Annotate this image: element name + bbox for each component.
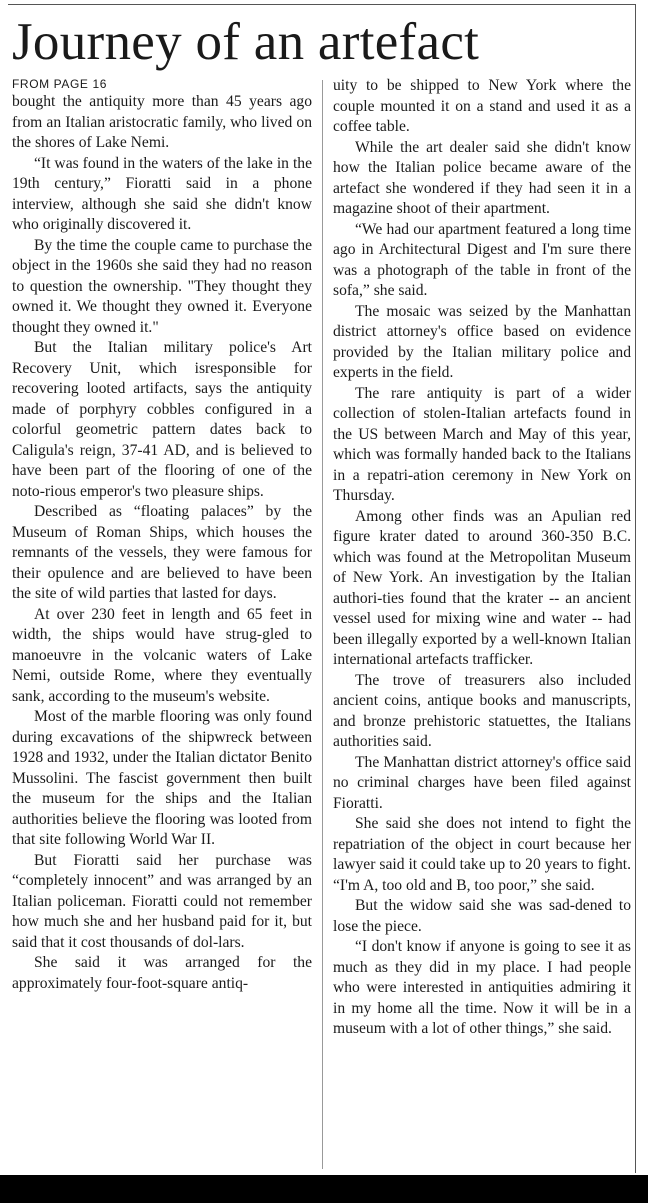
paragraph: But the Italian military police's Art Recovery Unit, which isresponsible for recovering looted artifacts, says the antiquity made of porphyry cobbles configured in a colorful geometric pattern dates back to Caligula's reign, 37-41 AD, and is believed to have been part of the flooring of one of the noto-rious emperor's two pleasure ships.	[12, 339, 312, 500]
paragraph: The trove of treasurers also included ancient coins, antique books and manuscripts, and bronze prehistoric statuettes, the Italians authorities said.	[333, 671, 631, 750]
paragraph: She said it was arranged for the approximately four-foot-square antiq-	[12, 954, 312, 992]
paragraph: While the art dealer said she didn't know how the Italian police became aware of the artefact she wondered if they had seen it in a magazine shoot of their apartment.	[333, 138, 631, 217]
paragraph: bought the antiquity more than 45 years ago from an Italian aristocratic family, who lived on the shores of Lake Nemi.	[12, 93, 312, 151]
headline: Journey of an artefact	[12, 13, 480, 71]
paragraph: “We had our apartment featured a long time ago in Architectural Digest and I'm sure there was a photograph of the table in front of the sofa,” she said.	[333, 220, 631, 299]
paragraph: The mosaic was seized by the Manhattan district attorney's office based on evidence provided by the Italian military police and experts in the field.	[333, 302, 631, 381]
paragraph: She said she does not intend to fight the repatriation of the object in court because her lawyer said it could take up to 20 years to fight. “I'm A, too old and B, too poor,” she said.	[333, 815, 631, 894]
paragraph: The Manhattan district attorney's office said no criminal charges have been filed against Fioratti.	[333, 753, 631, 812]
article-column-2	[333, 76, 631, 1173]
paragraph: But the widow said she was sad-dened to lose the piece.	[333, 897, 631, 935]
article-column-1	[12, 76, 312, 1173]
paragraph: By the time the couple came to purchase the object in the 1960s she said they had no reason to question the ownership. "They thought they owned it. We thought they owned it. Everyone thought they owned it."	[12, 236, 312, 336]
paragraph: “I don't know if anyone is going to see it as much as they did in my place. I had people who were interested in antiquities admiring it in my home all the time. Now it will be in a museum with a lot of other things,” she said.	[333, 938, 631, 1037]
top-rule	[8, 4, 636, 5]
paragraph: Described as “floating palaces” by the Museum of Roman Ships, which houses the remnants of the vessels, they were famous for their opulence and are believed to have been the site of wild parties that lasted for days.	[12, 503, 312, 602]
continued-from-label: FROM PAGE 16	[12, 77, 107, 91]
paragraph: At over 230 feet in length and 65 feet in width, the ships would have strug-gled to manoeuvre in the volcanic waters of Lake Nemi, outside Rome, where they eventually sank, according to the museum's website.	[12, 605, 312, 705]
paragraph: But Fioratti said her purchase was “completely innocent” and was arranged by an Italian policeman. Fioratti could not remember how much she and her husband paid for it, but said that it cost thousands of dol-lars.	[12, 851, 312, 951]
paragraph: uity to be shipped to New York where the couple mounted it on a stand and used it as a coffee table.	[333, 77, 631, 135]
paragraph: Most of the marble flooring was only found during excavations of the shipwreck between 1928 and 1932, under the Italian dictator Benito Mussolini. The fascist government then built the museum for the ships and the Italian authorities believe the flooring was looted from that site following World War II.	[12, 708, 312, 848]
paragraph: “It was found in the waters of the lake in the 19th century,” Fioratti said in a phone interview, although she said she didn't know who originally discovered it.	[12, 154, 312, 233]
right-rule	[635, 4, 636, 1173]
bottom-border	[0, 1175, 648, 1203]
column-divider	[322, 80, 323, 1169]
paragraph: The rare antiquity is part of a wider collection of stolen-Italian artefacts found in the US between March and May of this year, which was formally handed back to the Italians in a repatri-ation ceremony in New York on Thursday.	[333, 384, 631, 504]
paragraph: Among other finds was an Apulian red figure krater dated to around 360-350 B.C. which was found at the Metropolitan Museum of New York. An investigation by the Italian authori-ties found that the krater -- an ancient vessel used for mixing wine and water -- had been illegally exported by a well-known Italian international artefacts trafficker.	[333, 507, 631, 668]
